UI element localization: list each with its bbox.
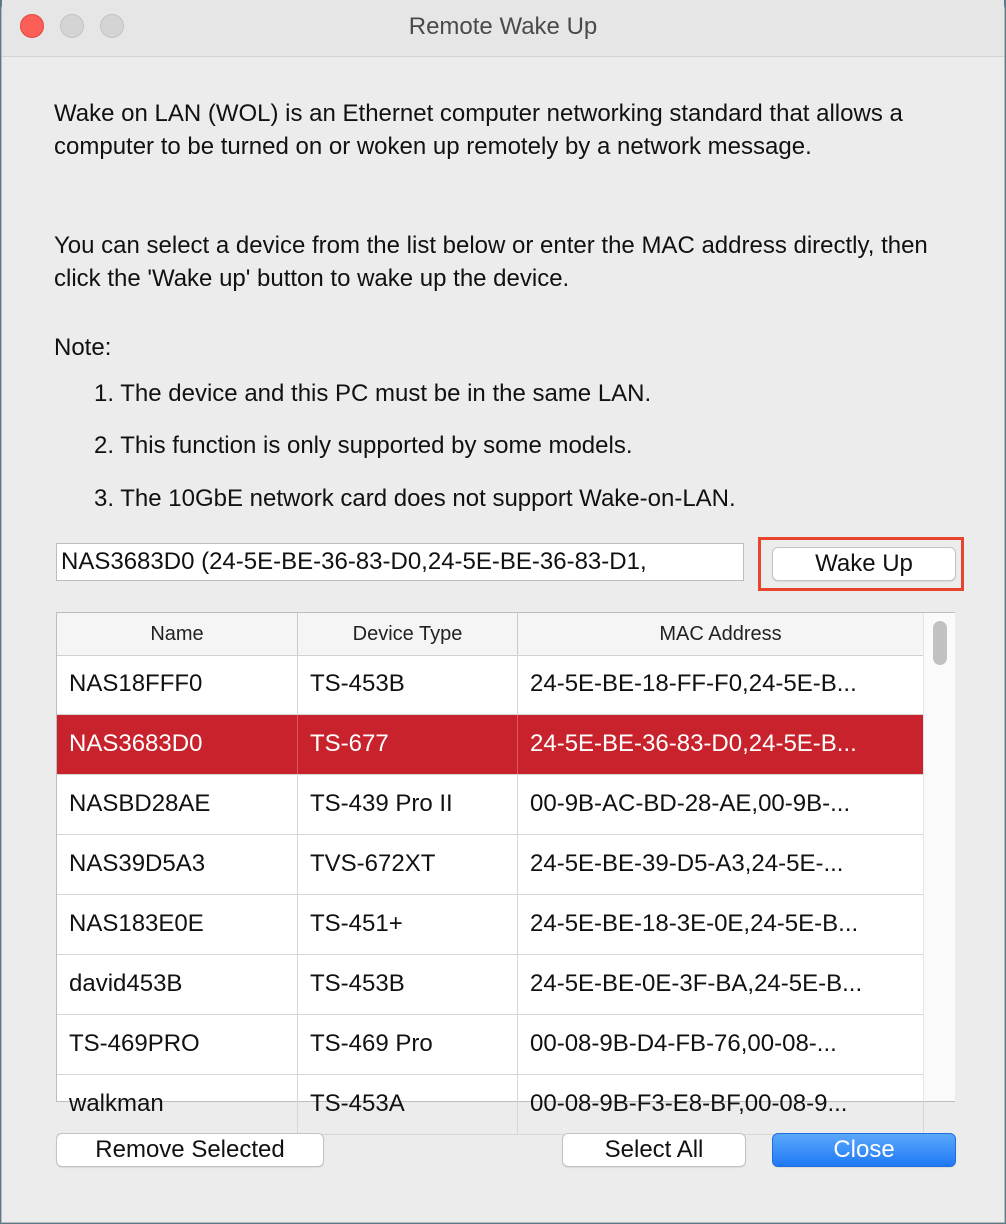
cell-device-type: TS-439 Pro II [298, 775, 518, 834]
mac-address-input[interactable]: NAS3683D0 (24-5E-BE-36-83-D0,24-5E-BE-36-83-D1, [56, 543, 744, 581]
note-label: Note: [54, 334, 112, 361]
table-row[interactable] [57, 895, 923, 955]
cell-name: NASBD28AE [57, 775, 298, 834]
cell-device-type: TS-469 Pro [298, 1015, 518, 1074]
table-row[interactable] [57, 835, 923, 895]
cell-mac-address: 24-5E-BE-18-FF-F0,24-5E-B... [518, 655, 924, 714]
remote-wake-up-window [2, 0, 1004, 1222]
title-bar [2, 0, 1004, 57]
cell-name: NAS3683D0 [57, 715, 298, 774]
cell-name: NAS18FFF0 [57, 655, 298, 714]
note-item-2: 2. This function is only supported by some models. [94, 432, 633, 459]
scrollbar-thumb[interactable] [933, 621, 947, 665]
cell-mac-address: 00-08-9B-F3-E8-BF,00-08-9... [518, 1075, 924, 1134]
note-item-1: 1. The device and this PC must be in the same LAN. [94, 380, 652, 407]
table-scrollbar[interactable] [923, 613, 955, 1101]
remove-selected-button[interactable]: Remove Selected [56, 1133, 324, 1167]
cell-device-type: TS-453B [298, 655, 518, 714]
cell-device-type: TS-677 [298, 715, 518, 774]
description-paragraph-2: You can select a device from the list below or enter the MAC address directly, then click the 'Wake up' button to wake up the device. [54, 232, 928, 292]
table-header [57, 613, 923, 656]
cell-name: NAS183E0E [57, 895, 298, 954]
cell-device-type: TS-451+ [298, 895, 518, 954]
description-paragraph-1: Wake on LAN (WOL) is an Ethernet computer networking standard that allows a computer to be turned on or woken up remotely by a network message. [54, 100, 903, 160]
table-row[interactable] [57, 955, 923, 1015]
cell-mac-address: 24-5E-BE-36-83-D0,24-5E-B... [518, 715, 924, 774]
table-row[interactable] [57, 1015, 923, 1075]
cell-name: NAS39D5A3 [57, 835, 298, 894]
column-header-device-type[interactable]: Device Type [298, 613, 518, 655]
note-item-3: 3. The 10GbE network card does not support Wake-on-LAN. [94, 485, 736, 512]
cell-device-type: TS-453B [298, 955, 518, 1014]
column-header-mac-address[interactable]: MAC Address [518, 613, 924, 655]
cell-mac-address: 24-5E-BE-0E-3F-BA,24-5E-B... [518, 955, 924, 1014]
table-row-selected[interactable] [57, 715, 923, 775]
cell-name: TS-469PRO [57, 1015, 298, 1074]
cell-name: walkman [57, 1075, 298, 1134]
table-row[interactable] [57, 1075, 923, 1135]
select-all-button[interactable]: Select All [562, 1133, 746, 1167]
wake-up-button[interactable]: Wake Up [772, 547, 956, 581]
cell-device-type: TVS-672XT [298, 835, 518, 894]
window-title: Remote Wake Up [408, 13, 598, 40]
cell-mac-address: 00-08-9B-D4-FB-76,00-08-... [518, 1015, 924, 1074]
cell-mac-address: 00-9B-AC-BD-28-AE,00-9B-... [518, 775, 924, 834]
close-button[interactable]: Close [772, 1133, 956, 1167]
cell-mac-address: 24-5E-BE-39-D5-A3,24-5E-... [518, 835, 924, 894]
table-row[interactable] [57, 655, 923, 715]
cell-name: david453B [57, 955, 298, 1014]
device-table [56, 612, 955, 1117]
cell-device-type: TS-453A [298, 1075, 518, 1134]
cell-mac-address: 24-5E-BE-18-3E-0E,24-5E-B... [518, 895, 924, 954]
column-header-name[interactable]: Name [57, 613, 298, 655]
table-row[interactable] [57, 775, 923, 835]
